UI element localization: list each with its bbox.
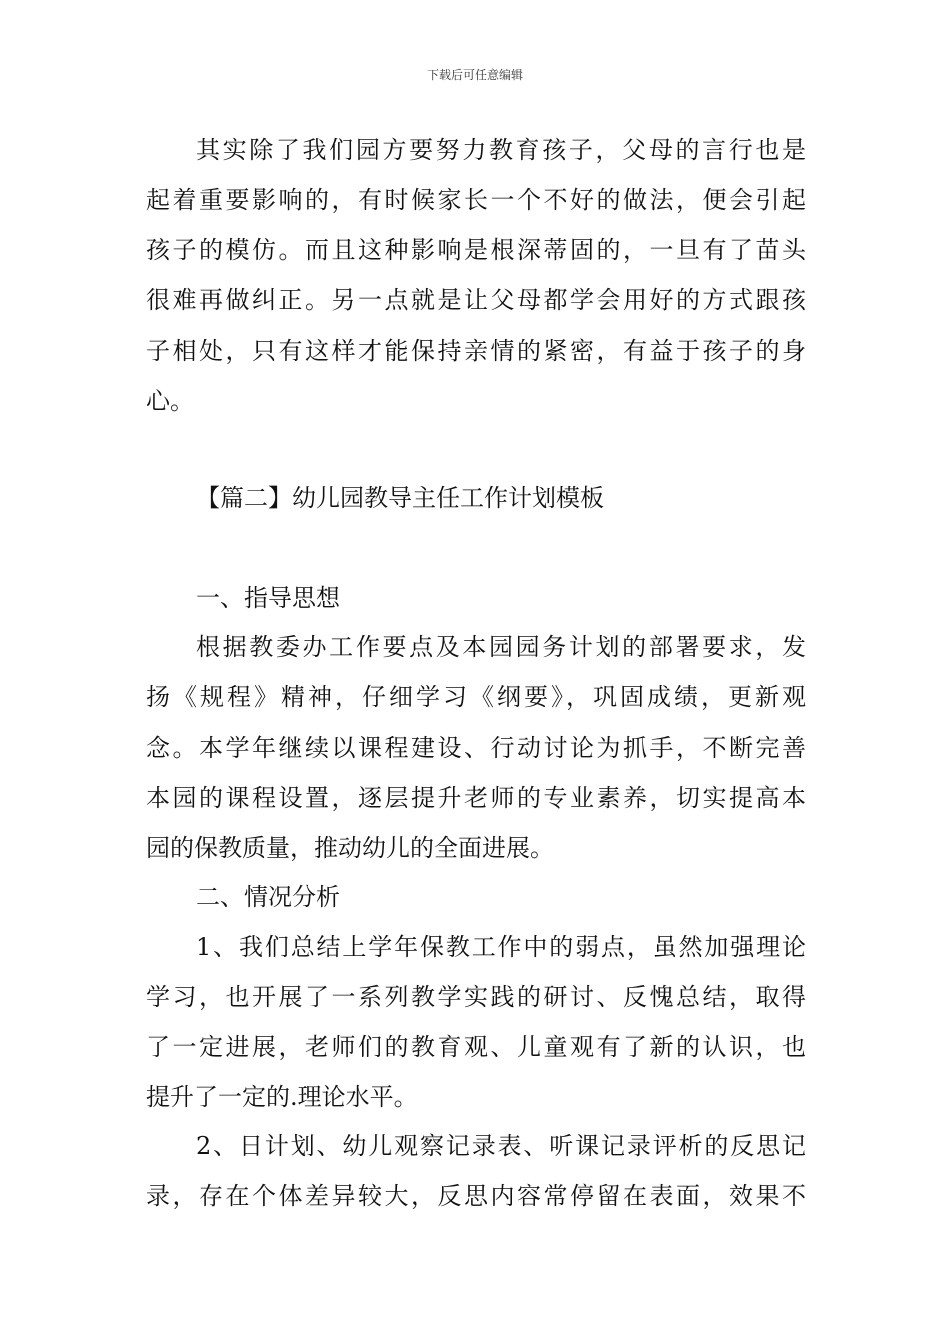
- text-line: 根据教委办工作要点及本园园务计划的部署要求，发: [196, 633, 806, 661]
- text-line: 了一定进展，老师们的教育观、儿童观有了新的认识，也: [146, 1033, 806, 1061]
- section-heading: 【篇二】幼儿园教导主任工作计划模板: [196, 484, 604, 512]
- text-line: 起着重要影响的，有时候家长一个不好的做法，便会引起: [146, 186, 806, 214]
- text-line: 孩子的模仿。而且这种影响是根深蒂固的，一旦有了苗头: [146, 236, 806, 264]
- text-line: 心。: [146, 387, 194, 415]
- text-line: 二、情况分析: [196, 883, 340, 911]
- text-line: 学习，也开展了一系列教学实践的研讨、反愧总结，取得: [146, 983, 806, 1011]
- text-line: 念。本学年继续以课程建设、行动讨论为抓手，不断完善: [146, 734, 806, 762]
- text-line: 本园的课程设置，逐层提升老师的专业素养，切实提高本: [146, 784, 806, 812]
- text-line: 2、日计划、幼儿观察记录表、听课记录评析的反思记: [196, 1132, 806, 1160]
- text-line: 录，存在个体差异较大，反思内容常停留在表面，效果不: [146, 1182, 806, 1210]
- text-line: 一、指导思想: [196, 584, 340, 612]
- text-line: 其实除了我们园方要努力教育孩子，父母的言行也是: [196, 136, 806, 164]
- text-line: 子相处，只有这样才能保持亲情的紧密，有益于孩子的身: [146, 337, 806, 365]
- text-line: 很难再做纠正。另一点就是让父母都学会用好的方式跟孩: [146, 286, 806, 314]
- text-line: 园的保教质量，推动幼儿的全面进展。: [146, 834, 554, 862]
- text-line: 1、我们总结上学年保教工作中的弱点，虽然加强理论: [196, 933, 806, 961]
- page-header-note: 下载后可任意编辑: [426, 68, 523, 82]
- text-line: 扬《规程》精神，仔细学习《纲要》，巩固成绩，更新观: [146, 683, 806, 711]
- text-line: 提升了一定的.理论水平。: [146, 1083, 418, 1111]
